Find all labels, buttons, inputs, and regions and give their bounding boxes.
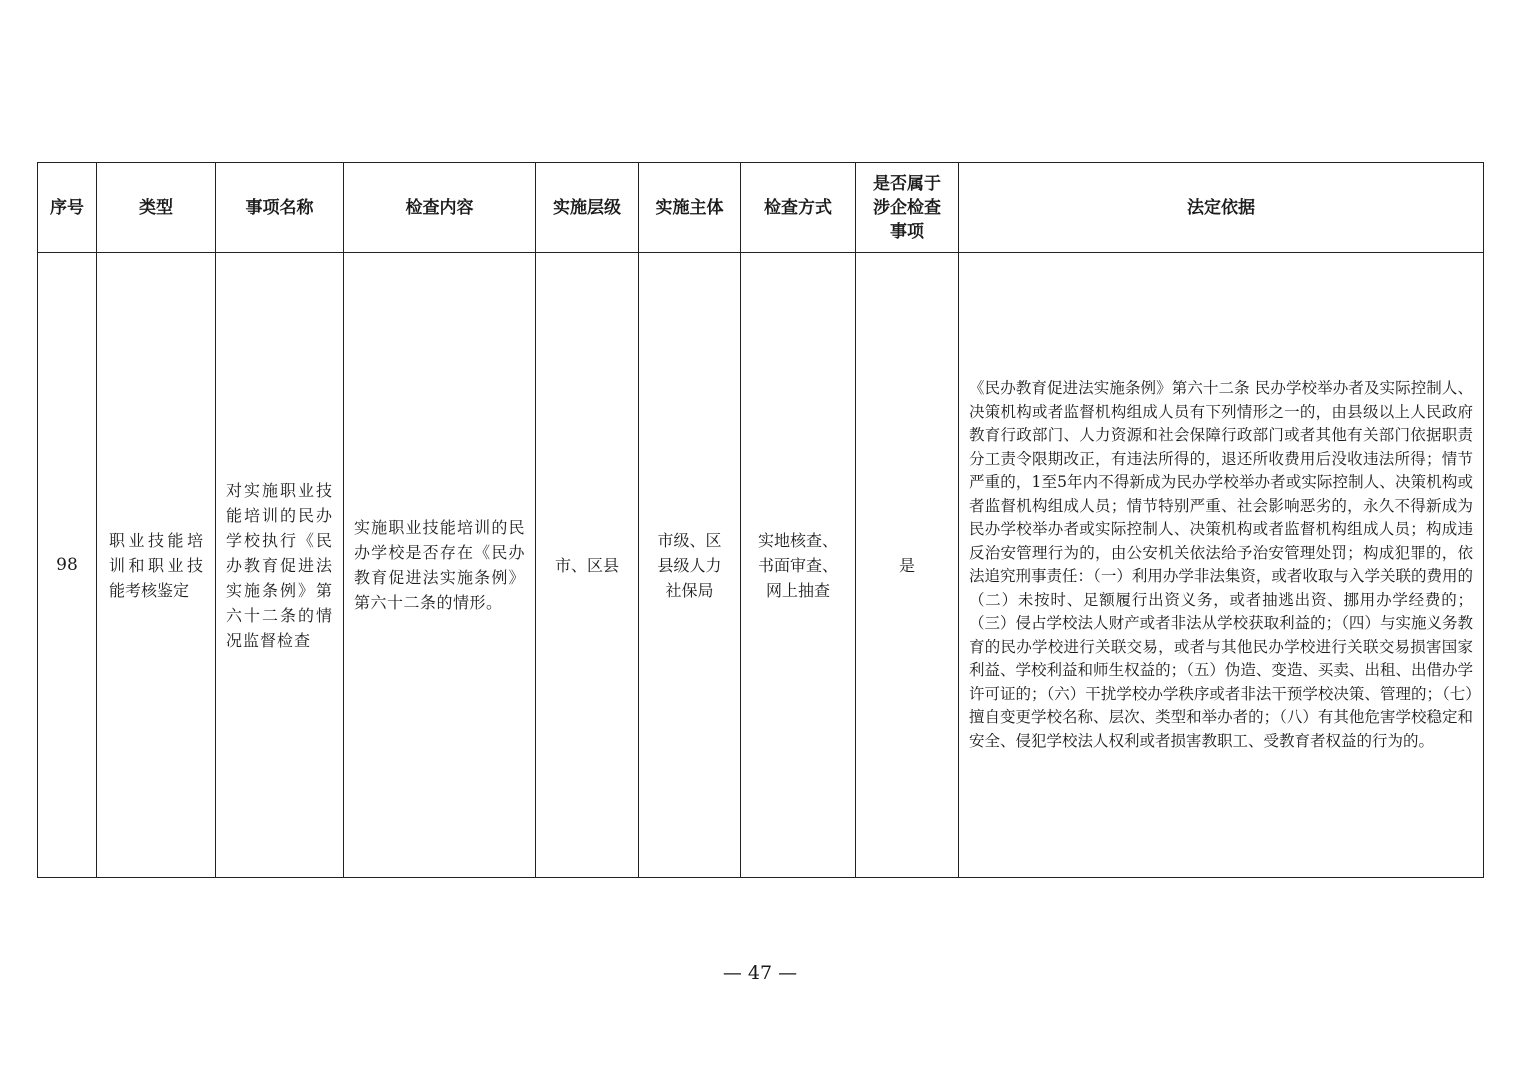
header-method: 检查方式 [741,163,856,253]
cell-content [344,253,536,878]
cell-enterprise: 是 [856,253,959,878]
header-content: 检查内容 [344,163,536,253]
cell-item-name [216,253,344,878]
header-type: 类型 [97,163,216,253]
cell-content-text: 实施职业技能培训的民办学校是否存在《民办教育促进法实施条例》第六十二条的情形。 [354,518,525,612]
cell-basis [959,253,1484,878]
cell-item-name-text: 对实施职业技能培训的民办学校执行《民办教育促进法实施条例》第六十二条的情况监督检查 [226,480,333,650]
header-item-name: 事项名称 [216,163,344,253]
header-subject: 实施主体 [639,163,741,253]
header-level: 实施层级 [536,163,639,253]
inspection-table [37,162,1484,878]
cell-index: 98 [38,253,97,878]
header-enterprise-label: 是否属于涉企检查事项 [873,173,941,242]
header-enterprise [856,163,959,253]
header-index: 序号 [38,163,97,253]
header-basis: 法定依据 [959,163,1484,253]
table-row [38,253,1484,878]
page-number: — 47 — [722,962,798,984]
cell-type-text: 职业技能培训和职业技能考核鉴定 [109,530,203,600]
cell-level: 市、区县 [536,253,639,878]
cell-basis-text: 《民办教育促进法实施条例》第六十二条 民办学校举办者及实际控制人、决策机构或者监督机构组成人员有下列情形之一的，由县级以上人民政府教育行政部门、人力资源和社会保障行政部门或者其他有关部门依据职责分工责令限期改正，有违法所得的，退还所收费用后没收违法所得；情节严重的，1至5年内不得新成为民办学校举办者或实际控制人、决策机构或者监督机构组成人员；情节特别严重、社会影响恶劣的，永久不得新成为民办学校举办者或实际控制人、决策机构或者监督机构组成人员；构成违反治安管理行为的，由公安机关依法给予治安管理处罚；构成犯罪的，依法追究刑事责任：（一）利用办学非法集资，或者收取与入学关联的费用的（二）未按时、足额履行出资义务，或者抽逃出资、挪用办学经费的；（三）侵占学校法人财产或者非法从学校获取利益的；（四）与实施义务教育的民办学校进行关联交易，或者与其他民办学校进行关联交易损害国家利益、学校利益和师生权益的；（五）伪造、变造、买卖、出租、出借办学许可证的；（六）干扰学校办学秩序或者非法干预学校决策、管理的；（七）擅自变更学校名称、层次、类型和举办者的；（八）有其他危害学校稳定和安全、侵犯学校法人权利或者损害教职工、受教育者权益的行为的。 [969,379,1473,750]
cell-method-text: 实地核查、书面审查、网上抽查 [757,530,838,600]
table-header-row [38,163,1484,253]
cell-method [741,253,856,878]
cell-subject [639,253,741,878]
cell-type [97,253,216,878]
cell-subject-text: 市级、区县级人力社保局 [657,530,722,600]
